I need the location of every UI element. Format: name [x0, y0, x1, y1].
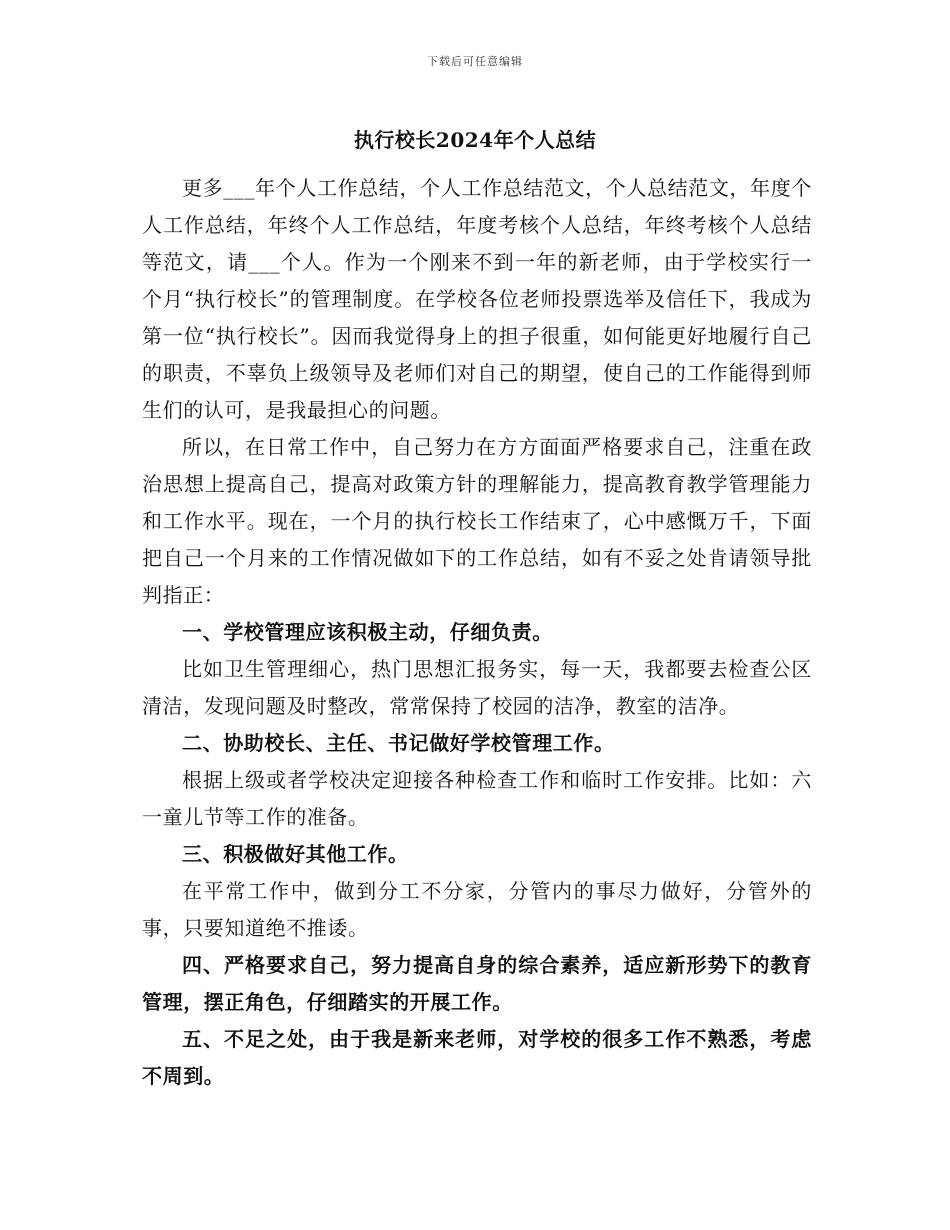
- paragraph-section-3: 在平常工作中，做到分工不分家，分管内的事尽力做好，分管外的事，只要知道绝不推诿。: [142, 879, 812, 940]
- paragraph-section-1: 比如卫生管理细心，热门思想汇报务实，每一天，我都要去检查公区清洁，发现问题及时整改，常常保持了校园的洁净，教室的洁净。: [142, 657, 812, 718]
- paragraph-intro: 更多___年个人工作总结，个人工作总结范文，个人总结范文，年度个人工作总结，年终个人工作总结，年度考核个人总结，年终考核个人总结等范文，请___个人。作为一个刚来不到一年的新老师，由于学校实行一个月“执行校长”的管理制度。在学校各位老师投票选举及信任下，我成为第一位“执行校长”。因而我觉得身上的担子很重，如何能更好地履行自己的职责，不辜负上级领导及老师们对自己的期望，使自己的工作能得到师生们的认可，是我最担心的问题。: [142, 176, 812, 422]
- section-heading-1: 一、学校管理应该积极主动，仔细负责。: [182, 620, 553, 644]
- section-heading-4: 四、严格要求自己，努力提高自身的综合素养，适应新形势下的教育管理，摆正角色，仔细踏实的开展工作。: [142, 953, 812, 1014]
- header-note: 下载后可任意编辑: [427, 55, 523, 68]
- section-heading-2: 二、协助校长、主任、书记做好学校管理工作。: [182, 731, 615, 755]
- document-body: [142, 170, 812, 1095]
- section-heading-3: 三、积极做好其他工作。: [182, 842, 409, 866]
- paragraph-section-2: 根据上级或者学校决定迎接各种检查工作和临时工作安排。比如：六一童儿节等工作的准备。: [142, 768, 812, 829]
- paragraph-overview: 所以，在日常工作中，自己努力在方方面面严格要求自己，注重在政治思想上提高自己，提高对政策方针的理解能力，提高教育教学管理能力和工作水平。现在，一个月的执行校长工作结束了，心中感慨万千，下面把自己一个月来的工作情况做如下的工作总结，如有不妥之处肯请领导批判指正：: [142, 435, 812, 607]
- document-title: 执行校长2024年个人总结: [353, 128, 597, 152]
- section-heading-5: 五、不足之处，由于我是新来老师，对学校的很多工作不熟悉，考虑不周到。: [142, 1027, 812, 1088]
